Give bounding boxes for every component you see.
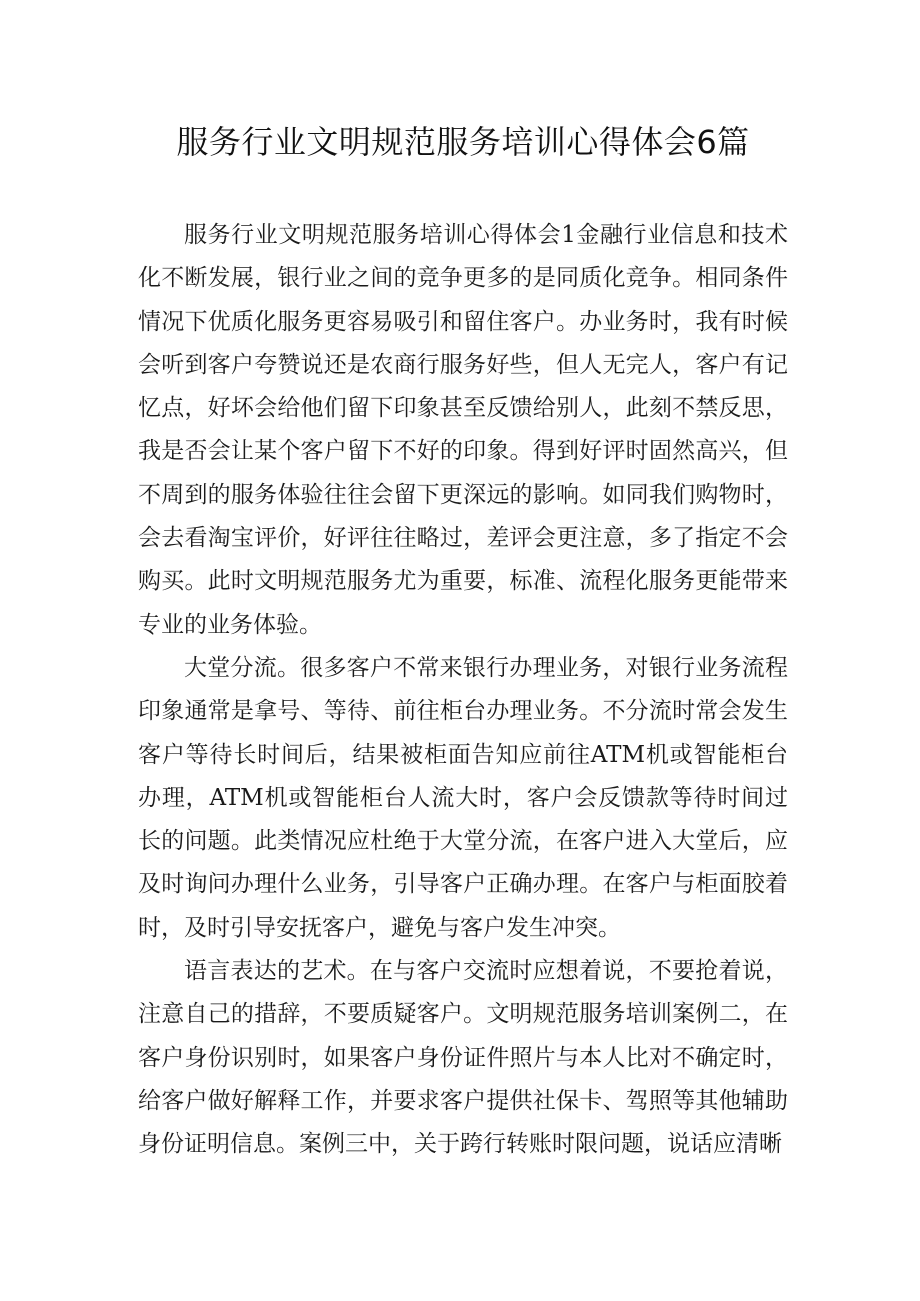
paragraph-2: 大堂分流。很多客户不常来银行办理业务，对银行业务流程印象通常是拿号、等待、前往柜台办理业务。不分流时常会发生客户等待长时间后，结果被柜面告知应前往ATM机或智能柜台办理，ATM机或智能柜台人流大时，客户会反馈款等待时间过长的问题。此类情况应杜绝于大堂分流，在客户进入大堂后，应及时询问办理什么业务，引导客户正确办理。在客户与柜面胶着时，及时引导安抚客户，避免与客户发生冲突。 (138, 654, 788, 941)
paragraph-3: 语言表达的艺术。在与客户交流时应想着说，不要抢着说，注意自己的措辞，不要质疑客户。文明规范服务培训案例二，在客户身份识别时，如果客户身份证件照片与本人比对不确定时，给客户做好解释工作，并要求客户提供社保卡、驾照等其他辅助身份证明信息。案例三中，关于跨行转账时限问题，说话应清晰 (138, 958, 788, 1158)
document-body (138, 214, 788, 1167)
document-title: 服务行业文明规范服务培训心得体会6篇 (176, 123, 750, 161)
paragraph-1: 服务行业文明规范服务培训心得体会1金融行业信息和技术化不断发展，银行业之间的竞争更多的是同质化竞争。相同条件情况下优质化服务更容易吸引和留住客户。办业务时，我有时候会听到客户夸赞说还是农商行服务好些，但人无完人，客户有记忆点，好坏会给他们留下印象甚至反馈给别人，此刻不禁反思，我是否会让某个客户留下不好的印象。得到好评时固然高兴，但不周到的服务体验往往会留下更深远的影响。如同我们购物时，会去看淘宝评价，好评往往略过，差评会更注意，多了指定不会购买。此时文明规范服务尤为重要，标准、流程化服务更能带来专业的业务体验。 (138, 222, 788, 638)
